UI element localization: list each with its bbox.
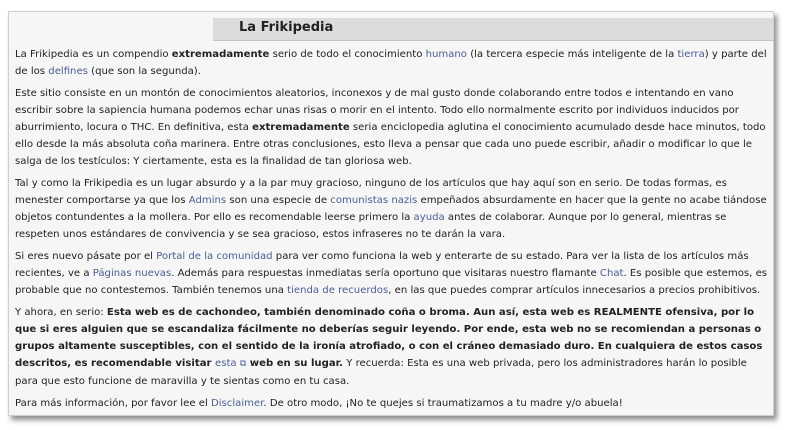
article-content	[15, 46, 769, 417]
paragraph-rules: Tal y como la Frikipedia es un lugar absurdo y a la par muy gracioso, ninguno de los artículos que hay aquí son en serio. De todas formas, es menester comportarse ya que los Admins son una especie de comunistas nazis empeñados absurdamente en hacer que la gente no acabe tiándose objetos contundentes a la mollera. Por ello es recomendable leerse primero la ayuda antes de colaborar. Aunque por lo general, mientras se respeten unos estándares de convivencia y se sea gracioso, estos infraseres no te darán la vara.	[15, 178, 767, 240]
paragraph-about: Este sitio consiste en un montón de conocimientos aleatorios, inconexos y de mal gusto donde colaborando entre todos e intentando en vano escribir sobre la sapiencia humana podemos echar unas risas o morir en el intento. Todo ello normalmente escrito por individuos inducidos por aburrimiento, locura o THC. En definitiva, esta extremadamente seria enciclopedia aglutina el conocimiento acumulado desde hace minutos, todo ello desde la más absoluta coña marinera. Entre otras conclusiones, esto lleva a pensar que cada uno puede escribir, añadir o modificar lo que le salga de los testículos: Y ciertamente, esta es la finalidad de tan gloriosa web.	[15, 88, 766, 167]
title-bar	[213, 18, 773, 41]
page-title: La Frikipedia	[239, 20, 334, 35]
link-esta-web[interactable]: esta	[215, 358, 237, 369]
link-tienda-recuerdos[interactable]: tienda de recuerdos	[287, 285, 389, 296]
link-tierra[interactable]: tierra	[677, 49, 705, 60]
link-ayuda[interactable]: ayuda	[413, 212, 445, 223]
paragraph-newcomers: Si eres nuevo pásate por el Portal de la comunidad para ver como funciona la web y enterarte de su estado. Para ver la lista de los artículos más recientes, ve a Páginas nuevas. Además para respuestas inmediatas sería oportuno que visitaras nuestro flamante Chat. Es posible que estemos, es probable que no contestemos. También tenemos una tienda de recuerdos, en las que puedes comprar artículos innecesarios a precios prohibitivos.	[15, 251, 768, 296]
link-comunistas-nazis[interactable]: comunistas nazis	[330, 195, 418, 206]
link-humano[interactable]: humano	[425, 49, 467, 60]
paragraph-warning: Y ahora, en serio: Esta web es de cachondeo, también denominado coña o broma. Aun así, esta web es REALMENTE ofensiva, por lo que si eres alguien que se escandaliza fácilmente no deberías seguir leyendo. Por ende, esta web no se recomiendan a personas o grupos altamente susceptibles, con el sentido de la ironía atrofiado, o con el cráneo demasiado duro. En cualquiera de estos casos descritos, es recomendable visitar esta ⧉ web en su lugar. Y recuerda: Esta es una web privada, pero los administradores harán lo posible para que esto funcione de maravilla y te sientas como en tu casa.	[15, 307, 763, 387]
article-frame	[8, 11, 774, 416]
link-chat[interactable]: Chat	[599, 268, 624, 279]
link-disclaimer[interactable]: Disclaimer	[210, 398, 264, 409]
link-delfines[interactable]: delfines	[48, 66, 88, 77]
paragraph-disclaimer: Para más información, por favor lee el Disclaimer. De otro modo, ¡No te quejes si traumatizamos a tu madre y/o abuela!	[15, 398, 623, 409]
link-paginas-nuevas[interactable]: Páginas nuevas	[92, 268, 172, 279]
paragraph-intro: La Frikipedia es un compendio extremadamente serio de todo el conocimiento humano (la tercera especie más inteligente de la tierra) y parte del de los delfines (que son la segunda).	[15, 49, 767, 77]
external-link-icon: ⧉	[239, 359, 247, 369]
link-admins[interactable]: Admins	[188, 195, 227, 206]
link-portal-comunidad[interactable]: Portal de la comunidad	[156, 251, 273, 262]
